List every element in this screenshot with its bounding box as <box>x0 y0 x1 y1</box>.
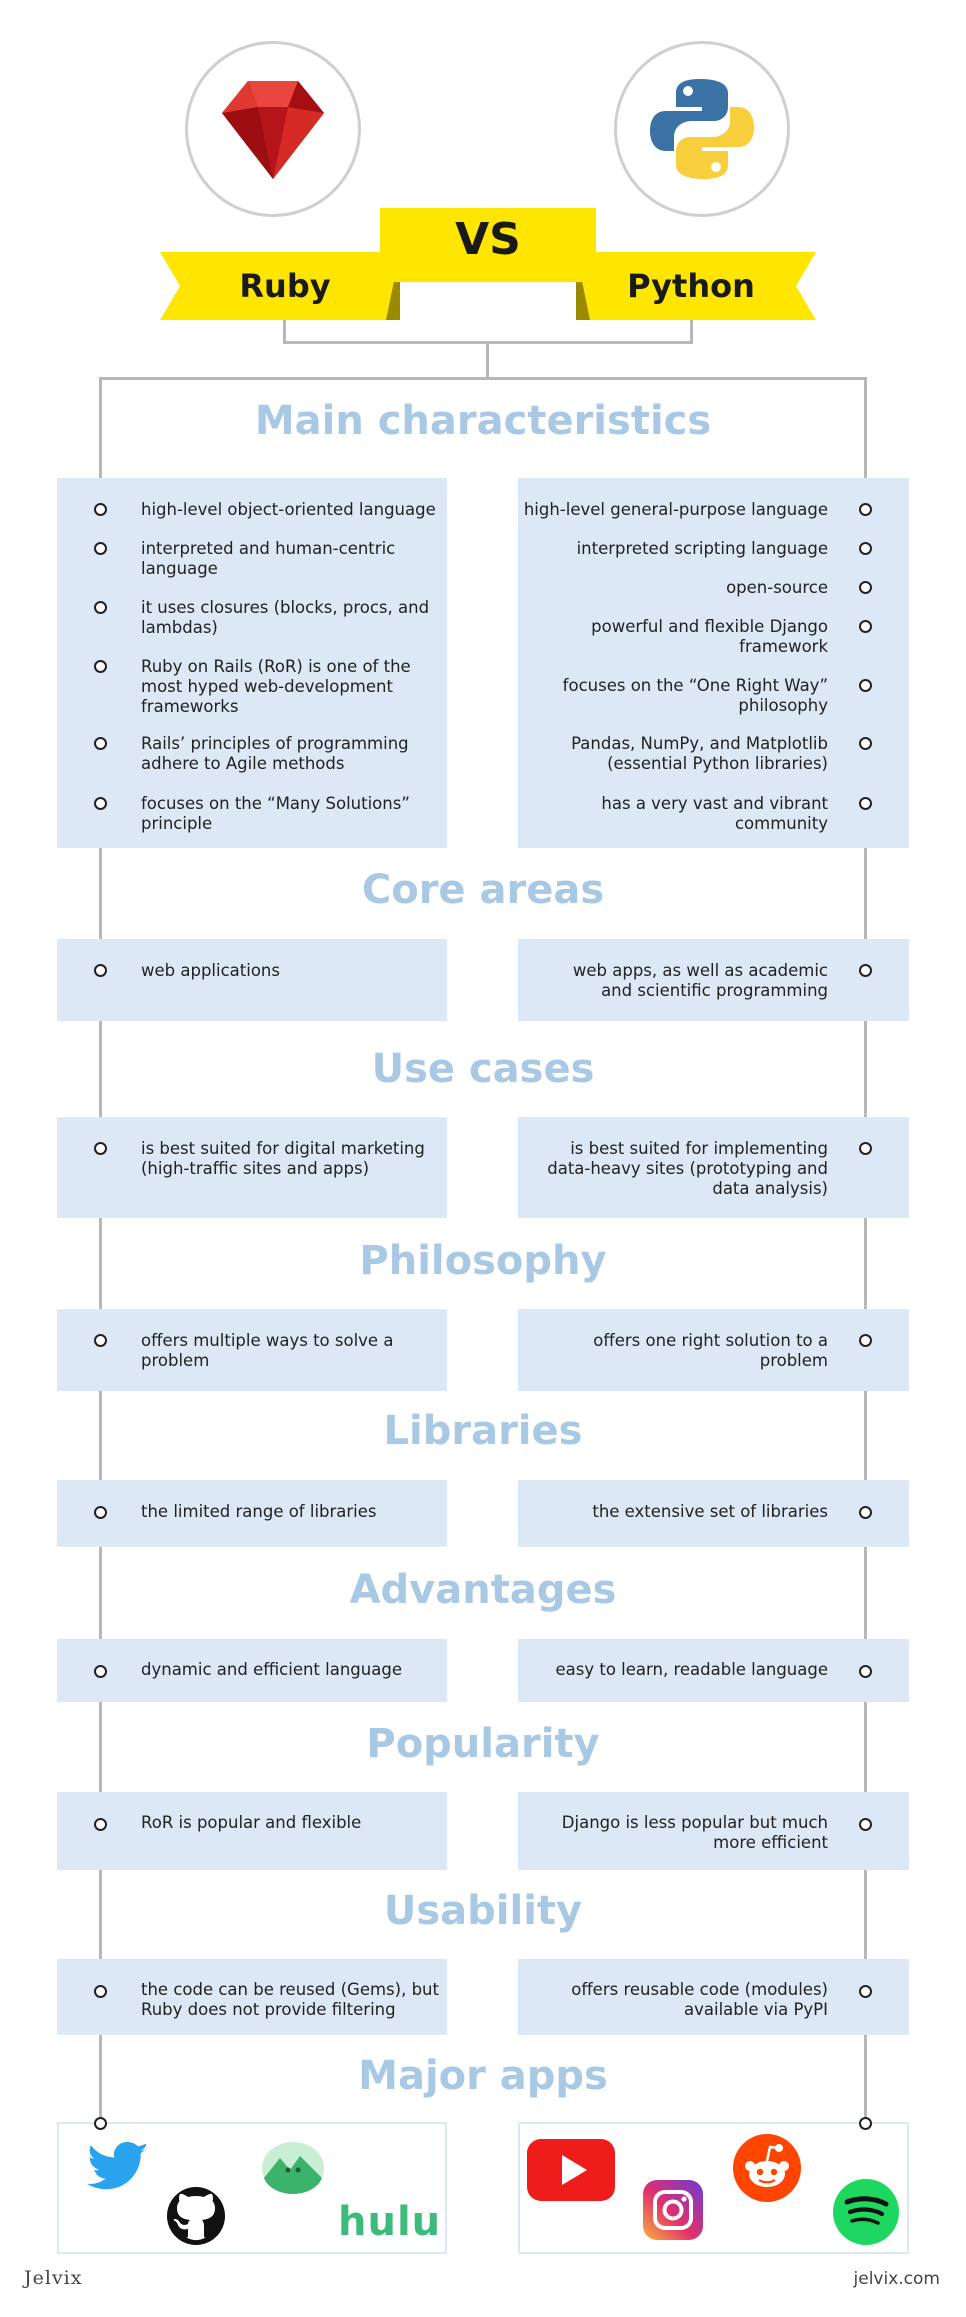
advantages-right-item: easy to learn, readable language <box>555 1660 828 1679</box>
core-right-item: web apps, as well as academic and scientific programming <box>572 961 828 1000</box>
advantages-left-item: dynamic and efficient language <box>141 1660 402 1679</box>
usability-left-item: the code can be reused (Gems), but Ruby does not provide filtering <box>141 1980 439 2019</box>
libraries-right-item: the extensive set of libraries <box>592 1502 828 1521</box>
timeline-dot <box>94 964 107 977</box>
main-right-item: has a very vast and vibrant community <box>601 794 828 833</box>
center-drop <box>486 341 489 379</box>
ribbon-left-drop <box>283 320 286 343</box>
timeline-dot <box>94 542 107 555</box>
main-left-item: high-level object-oriented language <box>141 500 436 519</box>
section-title-use-cases: Use cases <box>371 1046 595 1092</box>
section-title-libraries: Libraries <box>383 1408 583 1454</box>
main-right-item: interpreted scripting language <box>576 539 828 558</box>
twitter-icon <box>86 2141 146 2191</box>
main-right-item: Pandas, NumPy, and Matplotlib (essential Python libraries) <box>571 734 828 773</box>
use-left-item: is best suited for digital marketing (high-traffic sites and apps) <box>141 1139 425 1178</box>
github-icon <box>166 2186 226 2246</box>
timeline-dot <box>859 2117 872 2130</box>
libraries-left-item: the limited range of libraries <box>141 1502 377 1521</box>
youtube-icon <box>527 2139 615 2201</box>
section-title-advantages: Advantages <box>349 1567 617 1613</box>
timeline-dot <box>859 679 872 692</box>
timeline-dot <box>859 1665 872 1678</box>
python-logo-circle <box>614 41 790 217</box>
section-title-philosophy: Philosophy <box>359 1238 607 1284</box>
timeline-dot <box>94 797 107 810</box>
reddit-icon <box>733 2134 801 2202</box>
python-label: Python <box>627 267 755 305</box>
hulu-logo: hulu <box>338 2199 442 2245</box>
top-bar <box>99 377 866 380</box>
brand-logo: Jelvix <box>24 2267 83 2289</box>
ruby-label: Ruby <box>239 267 331 305</box>
instagram-icon <box>643 2180 703 2240</box>
python-logo-icon <box>646 73 758 185</box>
main-left-item: focuses on the “Many Solutions” principle <box>141 794 410 833</box>
ribbon-right-drop <box>690 320 693 343</box>
vs-label: VS <box>455 214 521 265</box>
timeline-dot <box>859 1142 872 1155</box>
main-right-item: focuses on the “One Right Way” philosophy <box>562 676 828 715</box>
timeline-dot <box>94 1142 107 1155</box>
section-title-main: Main characteristics <box>254 398 712 444</box>
use-right-item: is best suited for implementing data-heavy sites (prototyping and data analysis) <box>547 1139 828 1198</box>
timeline-dot <box>94 737 107 750</box>
main-left-item: Ruby on Rails (RoR) is one of the most hyped web-development frameworks <box>141 657 411 716</box>
main-right-item: open-source <box>726 578 828 597</box>
timeline-dot <box>859 581 872 594</box>
timeline-dot <box>859 964 872 977</box>
timeline-dot <box>859 1334 872 1347</box>
timeline-dot <box>94 1506 107 1519</box>
timeline-dot <box>94 1334 107 1347</box>
timeline-dot <box>94 2117 107 2130</box>
section-title-popularity: Popularity <box>366 1721 600 1767</box>
timeline-dot <box>859 737 872 750</box>
popularity-left-item: RoR is popular and flexible <box>141 1813 362 1832</box>
timeline-dot <box>859 797 872 810</box>
ruby-gem-icon <box>218 77 328 181</box>
philosophy-right-item: offers one right solution to a problem <box>593 1331 828 1370</box>
popularity-right-item: Django is less popular but much more efficient <box>561 1813 828 1852</box>
main-left-item: interpreted and human-centric language <box>141 539 396 578</box>
timeline-dot <box>94 1818 107 1831</box>
timeline-dot <box>94 601 107 614</box>
timeline-dot <box>859 1506 872 1519</box>
timeline-dot <box>859 1818 872 1831</box>
usability-right-item: offers reusable code (modules) available via PyPI <box>571 1980 828 2019</box>
timeline-dot <box>94 660 107 673</box>
section-title-core: Core areas <box>361 867 605 913</box>
main-left-item: it uses closures (blocks, procs, and lambdas) <box>141 598 430 637</box>
main-right-item: high-level general-purpose language <box>523 500 828 519</box>
timeline-dot <box>859 503 872 516</box>
spotify-icon <box>833 2179 899 2245</box>
section-title-major-apps: Major apps <box>358 2053 608 2099</box>
philosophy-left-item: offers multiple ways to solve a problem <box>141 1331 394 1370</box>
main-left-item: Rails’ principles of programming adhere to Agile methods <box>141 734 409 773</box>
timeline-dot <box>94 503 107 516</box>
timeline-dot <box>859 1985 872 1998</box>
core-left-item: web applications <box>141 961 280 980</box>
basecamp-icon <box>260 2140 326 2196</box>
timeline-dot <box>859 542 872 555</box>
main-right-item: powerful and flexible Django framework <box>591 617 828 656</box>
timeline-dot <box>859 620 872 633</box>
site-url: jelvix.com <box>853 2269 940 2289</box>
main-right-box <box>518 478 909 848</box>
section-title-usability: Usability <box>383 1888 583 1934</box>
timeline-dot <box>94 1985 107 1998</box>
ruby-logo-circle <box>185 41 361 217</box>
timeline-dot <box>94 1665 107 1678</box>
